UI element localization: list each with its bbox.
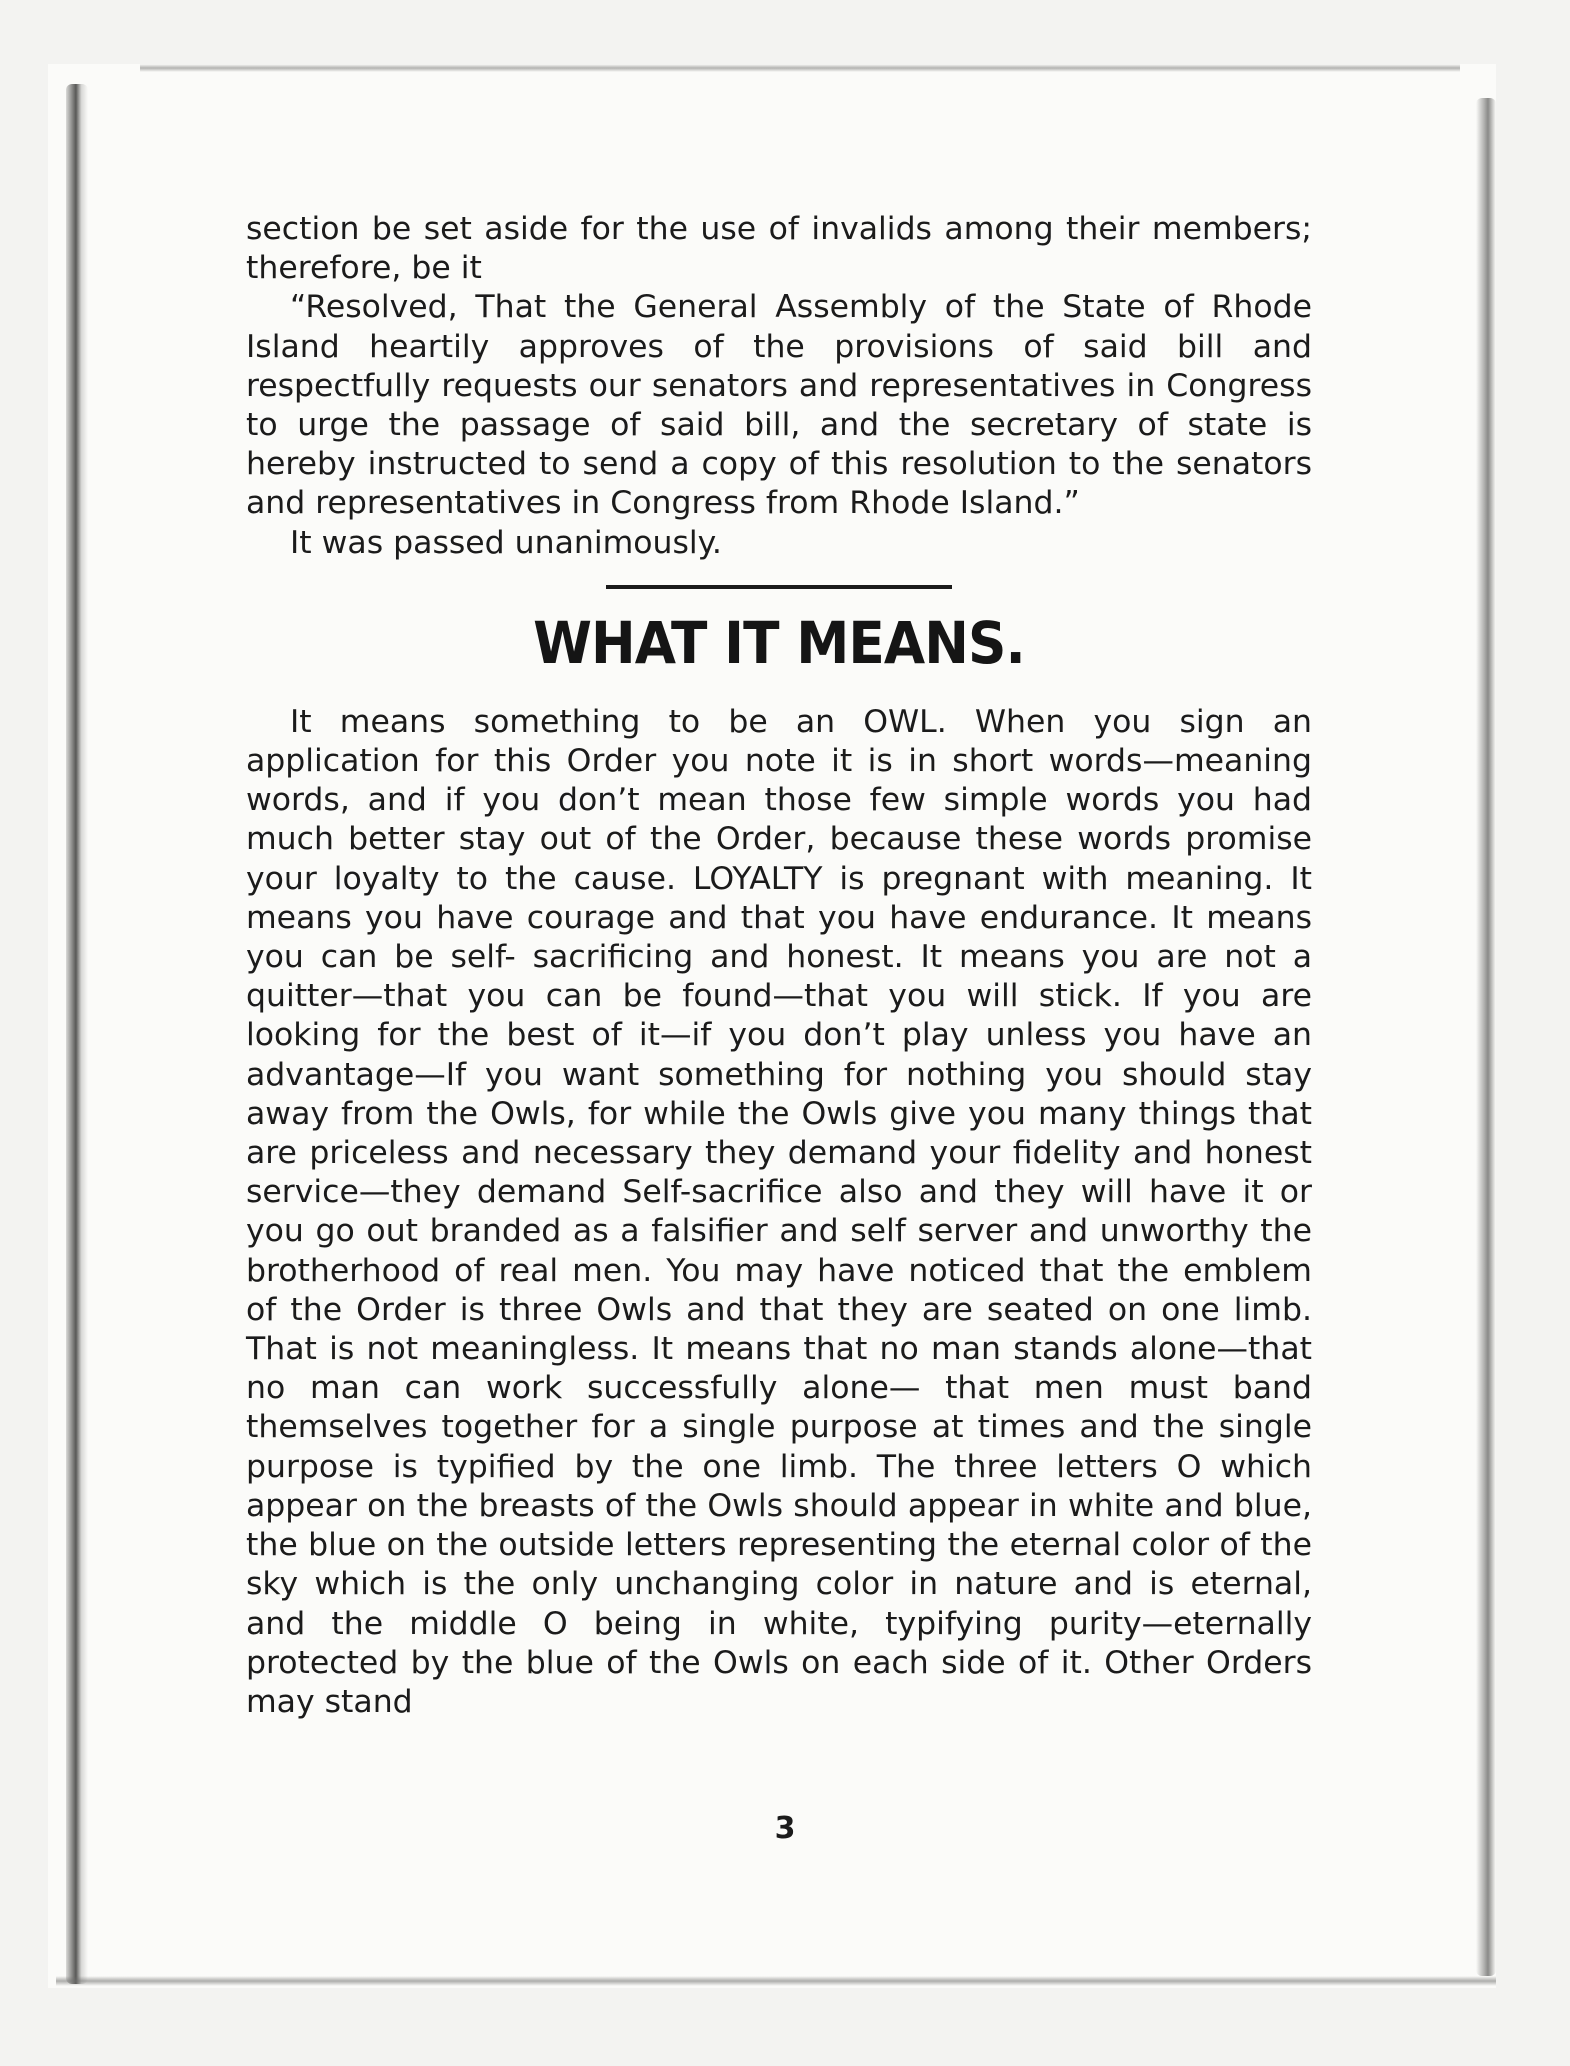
body-paragraph: It means something to be an OWL. When you sign an application for this Order you note it is in short words—meaning words, and if you don’t mean those few simple words you had much better stay out of the Order, because these words promise your loyalty to the cause. LOYALTY is pregnant with meaning. It means you have courage and that you have endurance. It means you can be self- sacrificing and honest. It means you are not a quitter—that you can be found—that you will stick. If you are looking for the best of it—if you don’t play unless you have an advantage—If you want something for nothing you should stay away from the Owls, for while the Owls give you many things that are priceless and necessary they demand your fidelity and honest service—they demand Self-sacrifice also and they will have it or you go out branded as a falsifier and self server and unworthy the brotherhood of real men. You may have noticed that the emblem of the Order is three Owls and that they are seated on one limb. That is not meaningless. It means that no man stands alone—that no man can work successfully alone— that men must band themselves together for a single purpose at times and the single purpose is typified by the one limb. The three letters O which appear on the breasts of the Owls should appear in white and blue, the blue on the outside letters representing the eternal color of the sky which is the only unchanging color in nature and is eternal, and the middle O being in white, typifying purity—eternally protected by the blue of the Owls on each side of it. Other Orders may stand [246, 703, 1312, 1720]
left-page-edge [66, 84, 88, 1984]
section-divider [606, 585, 952, 589]
text-column [246, 210, 1312, 1722]
right-page-edge [1476, 98, 1496, 1976]
bottom-page-edge [56, 1976, 1496, 1986]
section-heading: WHAT IT MEANS. [533, 608, 1025, 677]
resolution-paragraph: “Resolved, That the General Assembly of the State of Rhode Island heartily approves of the provisions of said bill and respectfully requests our senators and representatives in Congress to urge the passage of said bill, and the secretary of state is hereby instructed to send a copy of this resolution to the senators and representatives in Congress from Rhode Island.” [246, 289, 1312, 522]
top-page-edge [140, 64, 1460, 72]
page-number: 3 [774, 1811, 796, 1846]
passed-paragraph: It was passed unanimously. [290, 524, 722, 561]
continuation-paragraph: section be set aside for the use of invalids among their members; therefore, be it [246, 211, 1312, 287]
